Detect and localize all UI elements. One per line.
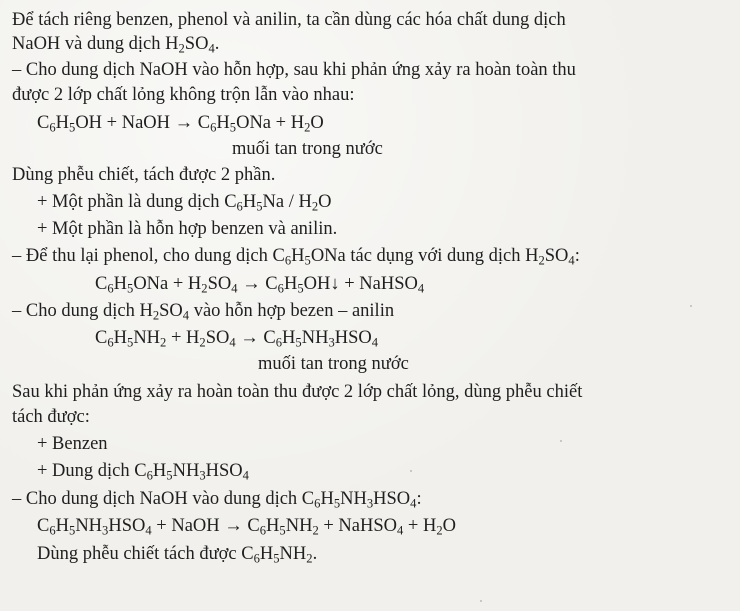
layers-line-2: tách được:: [12, 407, 90, 427]
part-2-line: + Một phần là hỗn hợp benzen và anilin.: [37, 219, 338, 239]
anilinium-solution-line: + Dung dịch $C_6H_5NH_3HSO_4$: [37, 461, 249, 483]
arrow-icon: →: [240, 328, 259, 348]
arrow-icon: →: [224, 516, 243, 536]
acid-step-line: – Cho dung dịch $H_2SO_4$ vào hỗn hợp bezen – anilin: [12, 301, 395, 323]
separation-line: Dùng phễu chiết, tách được 2 phần.: [12, 165, 276, 185]
layers-line-1: Sau khi phản ứng xảy ra hoàn toàn thu được 2 lớp chất lỏng, dùng phễu chiết: [12, 382, 583, 402]
equation-1-note: muối tan trong nước: [232, 139, 383, 159]
equation-1: $C_6H_5OH$ + NaOH → $C_6H_5ONa + H_2O$: [37, 113, 324, 135]
final-separation-line: Dùng phễu chiết tách được $C_6H_5NH_2$.: [37, 544, 318, 566]
intro-line-2: NaOH và dung dịch $H_2SO_4$.: [12, 34, 220, 56]
naoh-final-step-line: – Cho dung dịch NaOH vào dung dịch $C_6H_5NH_3HSO_4$:: [12, 489, 422, 511]
part-1-line: + Một phần là dung dịch $C_6H_5Na / H_2O$: [37, 192, 332, 214]
equation-2: $C_6H_5ONa + H_2SO_4$ → $C_6H_5OH↓$ + NaHSO$_4$: [95, 274, 425, 296]
arrow-icon: →: [242, 274, 261, 294]
step-naoh-line-2: được 2 lớp chất lỏng không trộn lẫn vào nhau:: [12, 85, 355, 105]
phenol-recovery-line: – Để thu lại phenol, cho dung dịch $C_6H_5ONa$ tác dụng với dung dịch $H_2SO_4$:: [12, 246, 580, 268]
intro-line-1: Để tách riêng benzen, phenol và anilin, ta cần dùng các hóa chất dung dịch: [12, 10, 566, 30]
step-naoh-line-1: – Cho dung dịch NaOH vào hỗn hợp, sau khi phản ứng xảy ra hoàn toàn thu: [12, 60, 576, 80]
benzene-line: + Benzen: [37, 434, 108, 454]
precipitate-arrow-icon: ↓: [330, 274, 340, 294]
arrow-icon: →: [174, 113, 194, 133]
equation-3-note: muối tan trong nước: [258, 354, 409, 374]
equation-4: $C_6H_5NH_3HSO_4$ + NaOH → $C_6H_5NH_2$ + NaHSO$_4$ + $H_2O$: [37, 516, 457, 538]
equation-3: $C_6H_5NH_2 + H_2SO_4 \to C_6H_5NH_3HSO_4$: [95, 328, 379, 350]
